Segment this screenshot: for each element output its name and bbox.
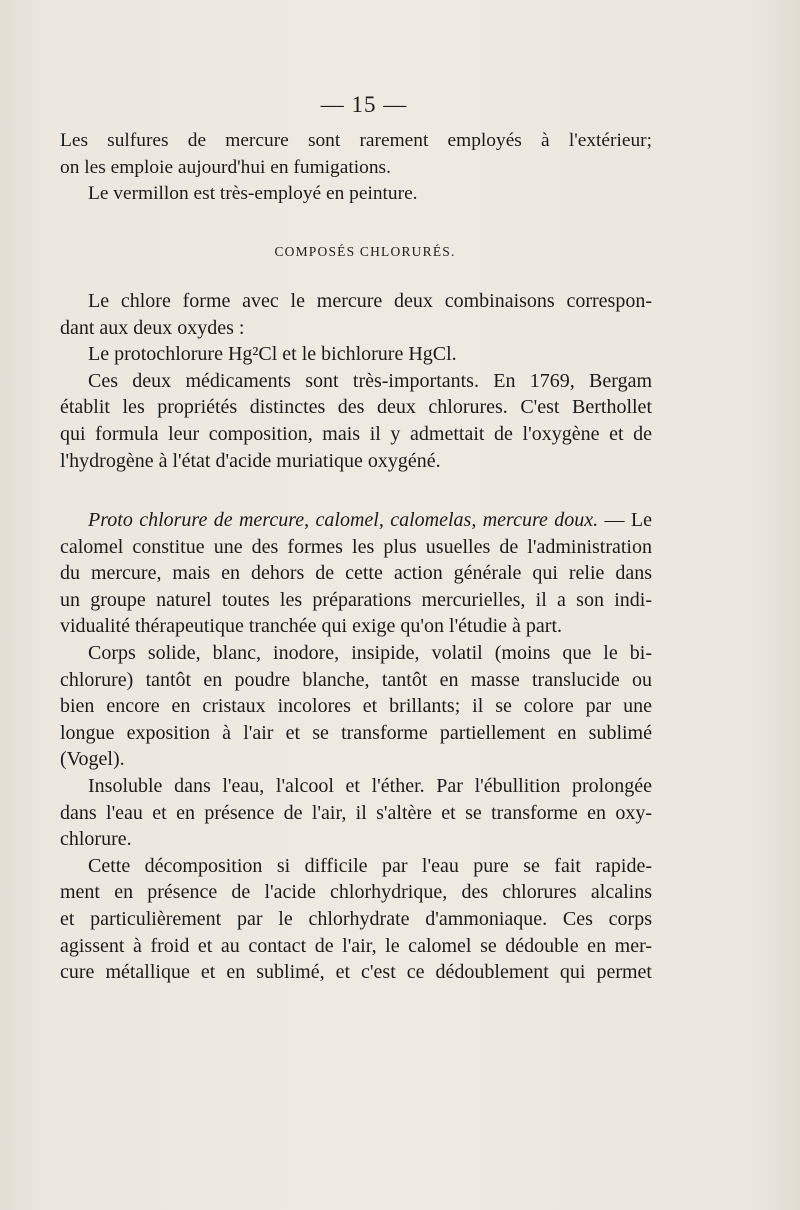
text-line: du mercure, mais en dehors de cette action générale qui relie dans — [60, 562, 652, 585]
text-line-title — [60, 507, 652, 534]
text-line: ment en présence de l'acide chlorhydrique, des chlorures alcalins — [60, 881, 652, 904]
text-line: Ces deux médicaments sont très-importants. En 1769, Bergam — [88, 369, 652, 392]
chlore-paragraph — [60, 288, 652, 474]
text-line: qui formula leur composition, mais il y admettait de l'oxygène et de — [60, 422, 652, 445]
text-line: calomel constitue une des formes les plus usuelles de l'administration — [60, 535, 652, 558]
text-line: Corps solide, blanc, inodore, insipide, volatil (moins que le bi- — [88, 641, 652, 664]
text-line: chlorure) tantôt en poudre blanche, tantôt en masse translucide ou — [60, 668, 652, 691]
text-line: longue exposition à l'air et se transforme partiellement en sublimé — [60, 721, 652, 744]
text-line: bien encore en cristaux incolores et brillants; il se colore par une — [60, 695, 652, 718]
text-line: vidualité thérapeutique tranchée qui exige qu'on l'étudie à part. — [60, 615, 563, 638]
calomel-title: Proto chlorure de mercure, calomel, calomelas, mercure doux. — [88, 509, 599, 531]
text-line: Le chlore forme avec le mercure deux combinaisons correspon- — [88, 290, 652, 312]
page-number — [0, 92, 728, 118]
calomel-title-tail: — Le — [604, 509, 653, 531]
text-line: (Vogel). — [60, 748, 125, 771]
page-number-text: — 15 — — [320, 92, 408, 117]
text-line: on les emploie aujourd'hui en fumigations. — [60, 156, 391, 178]
text-line: cure métallique et en sublimé, et c'est ce dédoublement qui permet — [60, 961, 652, 984]
text-line: Les sulfures de mercure sont rarement employés à l'extérieur; — [60, 130, 652, 151]
text-line: un groupe naturel toutes les préparations mercurielles, il a son indi- — [60, 588, 652, 611]
text-line: et particulièrement par le chlorhydrate d'ammoniaque. Ces corps — [60, 907, 652, 930]
text-line: Le vermillon est très-employé en peinture. — [88, 183, 418, 205]
text-line: dant aux deux oxydes : — [60, 316, 245, 339]
calomel-paragraph — [60, 507, 652, 986]
text-line: agissent à froid et au contact de l'air, le calomel se dédouble en mer- — [60, 934, 652, 957]
text-line: chlorure. — [60, 828, 132, 851]
text-line: Le protochlorure Hg²Cl et le bichlorure HgCl. — [88, 343, 457, 366]
text-line: l'hydrogène à l'état d'acide muriatique oxygéné. — [60, 449, 441, 472]
text-line: Insoluble dans l'eau, l'alcool et l'éther. Par l'ébullition prolongée — [88, 774, 652, 797]
section-heading: COMPOSÉS CHLORURÉS. — [274, 244, 456, 259]
text-line: établit les propriétés distinctes des deux chlorures. C'est Berthollet — [60, 396, 652, 419]
text-line: dans l'eau et en présence de l'air, il s'altère et se transforme en oxy- — [60, 801, 652, 824]
intro-paragraph — [60, 128, 652, 208]
text-line: Cette décomposition si difficile par l'eau pure se fait rapide- — [88, 854, 652, 877]
